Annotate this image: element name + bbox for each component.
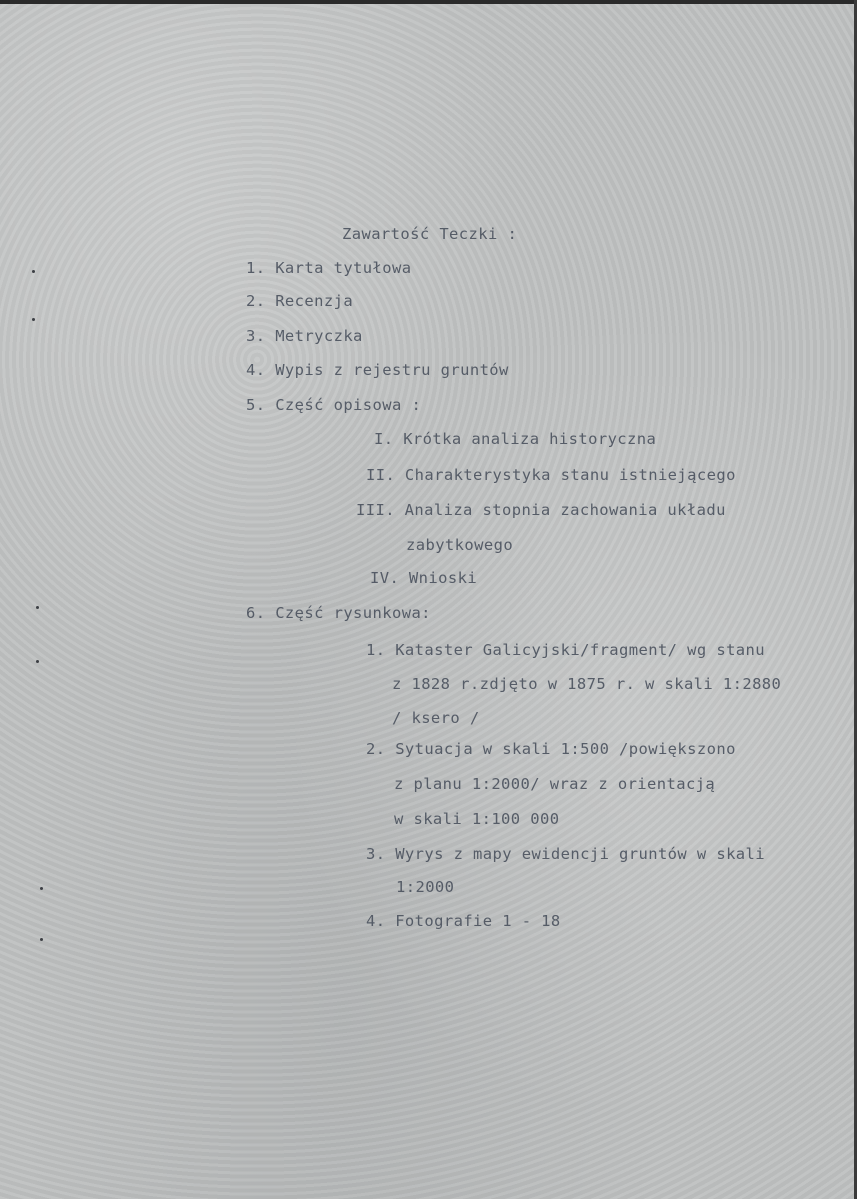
list-item: 5. Część opisowa :	[246, 396, 422, 414]
sublist-item-continuation: 1:2000	[396, 878, 455, 896]
punch-mark	[32, 270, 35, 273]
punch-mark	[36, 606, 39, 609]
sublist-item: IV. Wnioski	[370, 569, 478, 587]
document-title: Zawartość Teczki :	[342, 225, 518, 243]
scan-border-top	[0, 0, 857, 4]
sublist-item: 1. Kataster Galicyjski/fragment/ wg stanu	[366, 641, 766, 659]
sublist-item-continuation: z 1828 r.zdjęto w 1875 r. w skali 1:2880	[392, 675, 782, 693]
sublist-item: 4. Fotografie 1 - 18	[366, 912, 561, 930]
sublist-item-continuation: zabytkowego	[406, 536, 514, 554]
list-item: 6. Część rysunkowa:	[246, 604, 431, 622]
sublist-item: 3. Wyrys z mapy ewidencji gruntów w skali	[366, 845, 766, 863]
punch-mark	[40, 938, 43, 941]
list-item: 4. Wypis z rejestru gruntów	[246, 361, 509, 379]
sublist-item: I. Krótka analiza historyczna	[374, 430, 657, 448]
list-item: 2. Recenzja	[246, 292, 354, 310]
sublist-item-continuation: / ksero /	[392, 709, 480, 727]
sublist-item: 2. Sytuacja w skali 1:500 /powiększono	[366, 740, 736, 758]
sublist-item: II. Charakterystyka stanu istniejącego	[366, 466, 736, 484]
sublist-item-continuation: z planu 1:2000/ wraz z orientacją	[394, 775, 716, 793]
sublist-item-continuation: w skali 1:100 000	[394, 810, 560, 828]
sublist-item: III. Analiza stopnia zachowania układu	[356, 501, 726, 519]
punch-mark	[36, 660, 39, 663]
punch-mark	[40, 887, 43, 890]
punch-mark	[32, 318, 35, 321]
list-item: 1. Karta tytułowa	[246, 259, 412, 277]
list-item: 3. Metryczka	[246, 327, 363, 345]
